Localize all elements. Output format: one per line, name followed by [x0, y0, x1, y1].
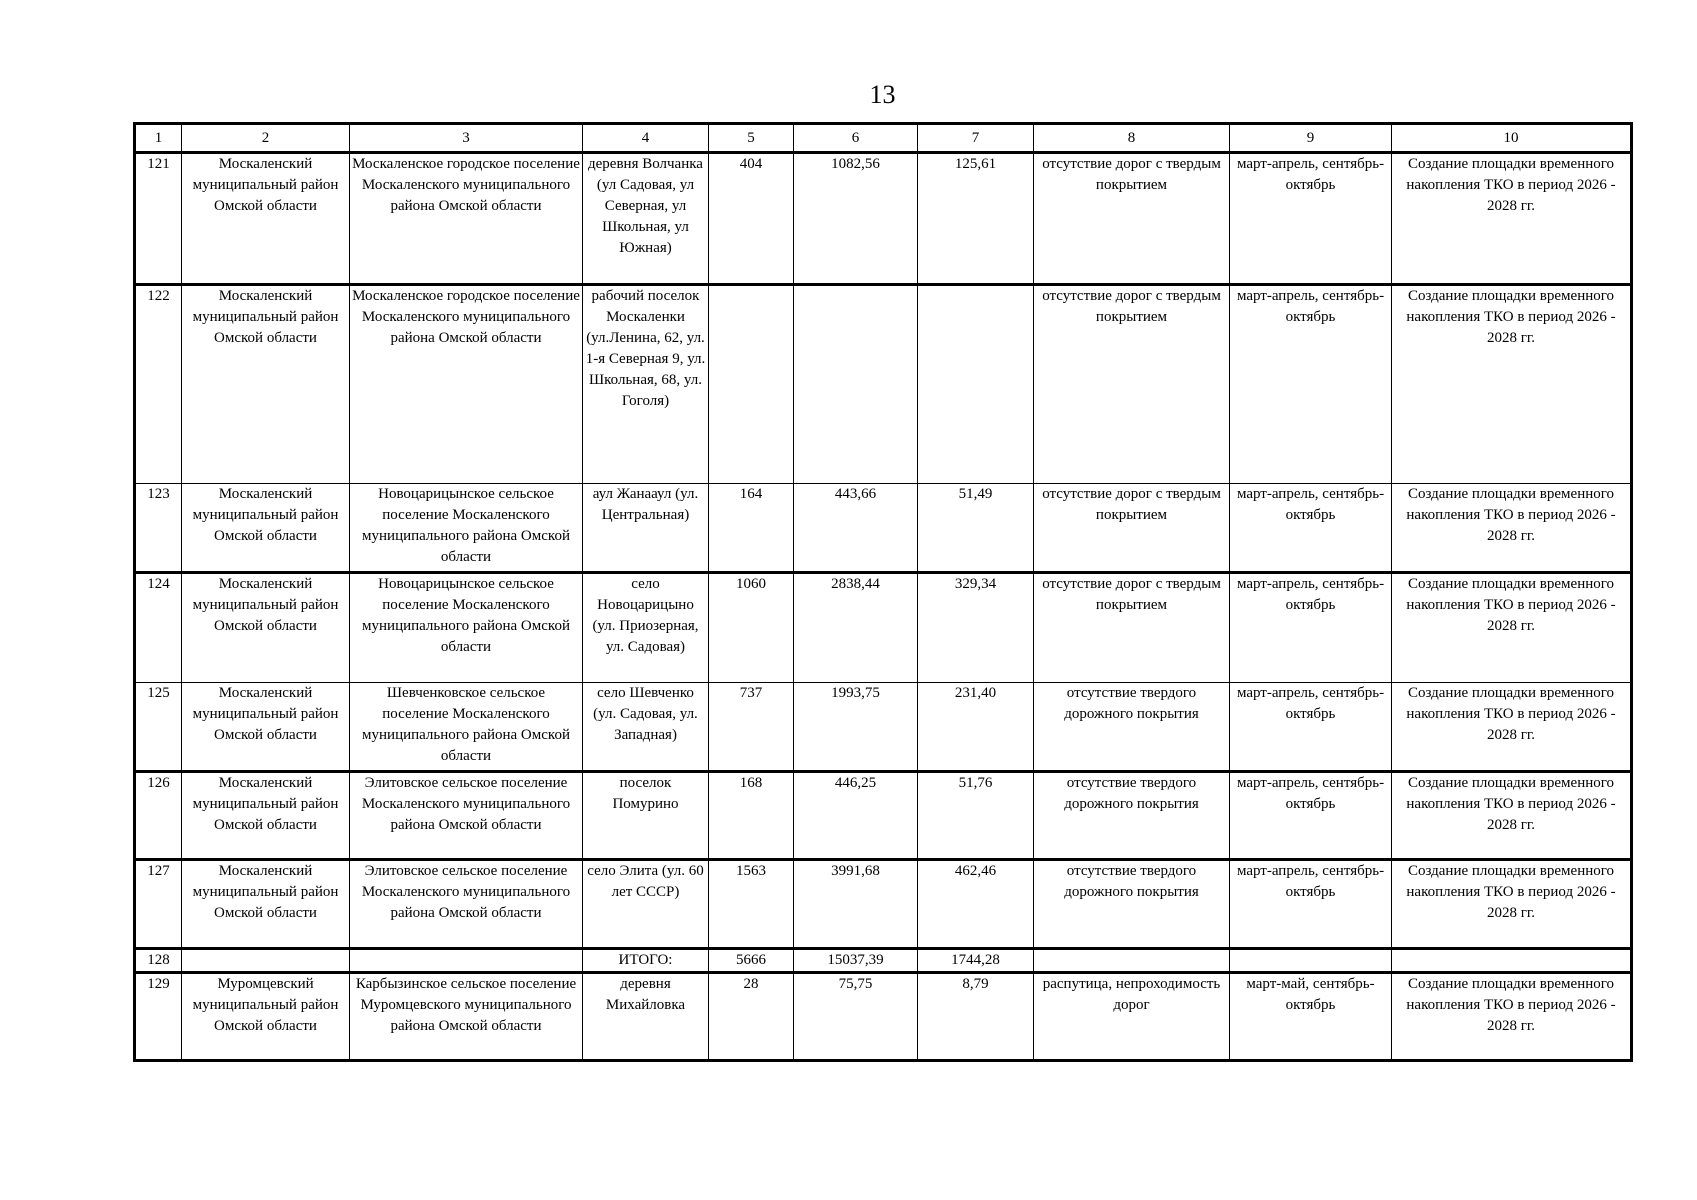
settlement-cell: Карбызинское сельское поселение Муромцевского муниципального района Омской области	[350, 973, 583, 1061]
district-cell	[182, 949, 350, 973]
measure-cell: Создание площадки временного накопления ТКО в период 2026 - 2028 гг.	[1392, 772, 1632, 860]
value-cell	[918, 285, 1034, 484]
value-cell: 168	[709, 772, 794, 860]
table-row	[135, 484, 1632, 573]
period-cell: март-апрель, сентябрь-октябрь	[1230, 484, 1392, 573]
value-cell: 2838,44	[794, 573, 918, 683]
district-cell: Москаленский муниципальный район Омской области	[182, 573, 350, 683]
district-cell: Москаленский муниципальный район Омской области	[182, 772, 350, 860]
measure-cell: Создание площадки временного накопления ТКО в период 2026 - 2028 гг.	[1392, 573, 1632, 683]
value-cell: 75,75	[794, 973, 918, 1061]
district-cell: Москаленский муниципальный район Омской области	[182, 683, 350, 772]
settlement-cell: Новоцарицынское сельское поселение Москаленского муниципального района Омской области	[350, 573, 583, 683]
table-header-row	[135, 124, 1632, 153]
column-header: 3	[350, 124, 583, 153]
reason-cell: отсутствие твердого дорожного покрытия	[1034, 860, 1230, 949]
value-cell: 164	[709, 484, 794, 573]
value-cell: 125,61	[918, 153, 1034, 285]
value-cell: 5666	[709, 949, 794, 973]
settlement-cell: Москаленское городское поселение Москаленского муниципального района Омской области	[350, 285, 583, 484]
locality-cell: аул Жанааул (ул. Центральная)	[583, 484, 709, 573]
column-header: 2	[182, 124, 350, 153]
data-table	[133, 122, 1633, 1062]
period-cell: март-апрель, сентябрь-октябрь	[1230, 573, 1392, 683]
district-cell: Москаленский муниципальный район Омской области	[182, 285, 350, 484]
value-cell: 462,46	[918, 860, 1034, 949]
value-cell: 737	[709, 683, 794, 772]
value-cell: 404	[709, 153, 794, 285]
settlement-cell: Шевченковское сельское поселение Москаленского муниципального района Омской области	[350, 683, 583, 772]
row-number-cell: 124	[135, 573, 182, 683]
settlement-cell: Элитовское сельское поселение Москаленского муниципального района Омской области	[350, 860, 583, 949]
reason-cell: отсутствие дорог с твердым покрытием	[1034, 285, 1230, 484]
reason-cell: отсутствие дорог с твердым покрытием	[1034, 153, 1230, 285]
row-number-cell: 125	[135, 683, 182, 772]
column-header: 10	[1392, 124, 1632, 153]
period-cell: март-апрель, сентябрь-октябрь	[1230, 772, 1392, 860]
reason-cell: распутица, непроходимость дорог	[1034, 973, 1230, 1061]
locality-cell: поселок Помурино	[583, 772, 709, 860]
table-row	[135, 860, 1632, 949]
row-number-cell: 123	[135, 484, 182, 573]
value-cell: 231,40	[918, 683, 1034, 772]
measure-cell: Создание площадки временного накопления ТКО в период 2026 - 2028 гг.	[1392, 683, 1632, 772]
row-number-cell: 129	[135, 973, 182, 1061]
measure-cell: Создание площадки временного накопления ТКО в период 2026 - 2028 гг.	[1392, 973, 1632, 1061]
district-cell: Москаленский муниципальный район Омской области	[182, 860, 350, 949]
table-total-row	[135, 949, 1632, 973]
value-cell: 1563	[709, 860, 794, 949]
row-number-cell: 126	[135, 772, 182, 860]
value-cell: 51,76	[918, 772, 1034, 860]
column-header: 1	[135, 124, 182, 153]
district-cell: Муромцевский муниципальный район Омской области	[182, 973, 350, 1061]
period-cell: март-май, сентябрь-октябрь	[1230, 973, 1392, 1061]
column-header: 7	[918, 124, 1034, 153]
column-header: 9	[1230, 124, 1392, 153]
total-label-cell: ИТОГО:	[583, 949, 709, 973]
settlement-cell: Элитовское сельское поселение Москаленского муниципального района Омской области	[350, 772, 583, 860]
value-cell: 1744,28	[918, 949, 1034, 973]
period-cell: март-апрель, сентябрь-октябрь	[1230, 153, 1392, 285]
column-header: 6	[794, 124, 918, 153]
table-row	[135, 683, 1632, 772]
settlement-cell: Москаленское городское поселение Москаленского муниципального района Омской области	[350, 153, 583, 285]
locality-cell: село Новоцарицыно (ул. Приозерная, ул. Садовая)	[583, 573, 709, 683]
column-header: 8	[1034, 124, 1230, 153]
measure-cell: Создание площадки временного накопления ТКО в период 2026 - 2028 гг.	[1392, 285, 1632, 484]
value-cell: 28	[709, 973, 794, 1061]
table-row	[135, 285, 1632, 484]
value-cell: 1993,75	[794, 683, 918, 772]
row-number-cell: 122	[135, 285, 182, 484]
district-cell: Москаленский муниципальный район Омской области	[182, 153, 350, 285]
measure-cell	[1392, 949, 1632, 973]
column-header: 5	[709, 124, 794, 153]
settlement-cell	[350, 949, 583, 973]
value-cell: 3991,68	[794, 860, 918, 949]
locality-cell: деревня Волчанка (ул Садовая, ул Северная, ул Школьная, ул Южная)	[583, 153, 709, 285]
value-cell: 8,79	[918, 973, 1034, 1061]
table-row	[135, 153, 1632, 285]
page-number: 13	[869, 80, 896, 109]
measure-cell: Создание площадки временного накопления ТКО в период 2026 - 2028 гг.	[1392, 484, 1632, 573]
reason-cell	[1034, 949, 1230, 973]
reason-cell: отсутствие твердого дорожного покрытия	[1034, 683, 1230, 772]
row-number-cell: 121	[135, 153, 182, 285]
reason-cell: отсутствие дорог с твердым покрытием	[1034, 573, 1230, 683]
reason-cell: отсутствие твердого дорожного покрытия	[1034, 772, 1230, 860]
period-cell	[1230, 949, 1392, 973]
period-cell: март-апрель, сентябрь-октябрь	[1230, 860, 1392, 949]
locality-cell: село Элита (ул. 60 лет СССР)	[583, 860, 709, 949]
table-row	[135, 973, 1632, 1061]
column-header: 4	[583, 124, 709, 153]
row-number-cell: 128	[135, 949, 182, 973]
value-cell	[709, 285, 794, 484]
reason-cell: отсутствие дорог с твердым покрытием	[1034, 484, 1230, 573]
locality-cell: рабочий поселок Москаленки (ул.Ленина, 62, ул. 1-я Северная 9, ул. Школьная, 68, ул. Гоголя)	[583, 285, 709, 484]
period-cell: март-апрель, сентябрь-октябрь	[1230, 285, 1392, 484]
value-cell: 1060	[709, 573, 794, 683]
value-cell: 51,49	[918, 484, 1034, 573]
period-cell: март-апрель, сентябрь-октябрь	[1230, 683, 1392, 772]
row-number-cell: 127	[135, 860, 182, 949]
value-cell: 446,25	[794, 772, 918, 860]
locality-cell: деревня Михайловка	[583, 973, 709, 1061]
settlement-cell: Новоцарицынское сельское поселение Москаленского муниципального района Омской области	[350, 484, 583, 573]
table-row	[135, 772, 1632, 860]
measure-cell: Создание площадки временного накопления ТКО в период 2026 - 2028 гг.	[1392, 153, 1632, 285]
measure-cell: Создание площадки временного накопления ТКО в период 2026 - 2028 гг.	[1392, 860, 1632, 949]
value-cell: 329,34	[918, 573, 1034, 683]
locality-cell: село Шевченко (ул. Садовая, ул. Западная)	[583, 683, 709, 772]
value-cell	[794, 285, 918, 484]
value-cell: 443,66	[794, 484, 918, 573]
district-cell: Москаленский муниципальный район Омской области	[182, 484, 350, 573]
table-row	[135, 573, 1632, 683]
value-cell: 15037,39	[794, 949, 918, 973]
value-cell: 1082,56	[794, 153, 918, 285]
